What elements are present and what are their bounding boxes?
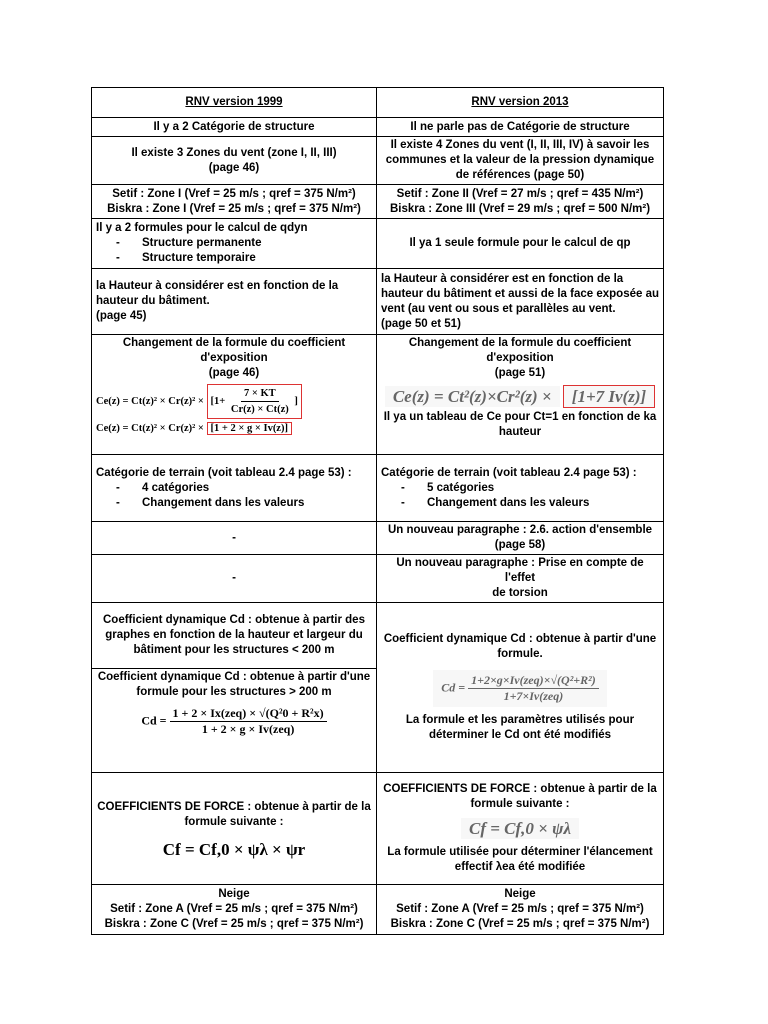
list-item: - Changement dans les valeurs [401, 496, 659, 511]
torsion-2013-line2: de torsion [492, 587, 548, 599]
terrain-2013 [377, 455, 664, 522]
exposition-2013-note: Il ya un tableau de Ce pour Ct=1 en fonction de ka hauteur [383, 411, 657, 438]
neige-2013-setif: Setif : Zone A (Vref = 25 m/s ; qref = 375 N/m²) [396, 903, 644, 915]
cd-2013 [377, 603, 664, 773]
header-rnv-2013: RNV version 2013 [377, 88, 664, 118]
terrain-2013-list [381, 481, 659, 511]
vref-1999-biskra: Biskra : Zone I (Vref = 25 m/s ; qref = 375 N/m²) [107, 202, 361, 215]
hauteur-2013-line2: hauteur du bâtiment et aussi de la face exposée au [381, 287, 660, 300]
hauteur-2013-line4: (page 50 et 51) [381, 317, 461, 330]
ensemble-2013 [377, 522, 664, 555]
row-exposition [92, 335, 664, 455]
neige-1999-setif: Setif : Zone A (Vref = 25 m/s ; qref = 375 N/m²) [110, 903, 358, 915]
row-hauteur [92, 269, 664, 335]
exposition-1999 [92, 335, 377, 455]
vref-2013 [377, 185, 664, 219]
hauteur-1999-line3: (page 45) [96, 310, 147, 322]
hauteur-1999-line2: hauteur du bâtiment. [96, 295, 210, 307]
force-1999-formula: Cf = Cf,0 × ψλ × ψr [162, 840, 306, 859]
terrain-1999 [92, 455, 377, 522]
zones-2013 [377, 137, 664, 185]
cd-2013-note: La formule et les paramètres utilisés pour déterminer le Cd ont été modifiés [405, 714, 635, 741]
formules-1999 [92, 219, 377, 269]
torsion-1999: - [92, 555, 377, 603]
comparison-table [91, 87, 664, 935]
exposition-1999-line2: d'exposition [200, 352, 268, 364]
exposition-1999-formula1-highlight: [1+ $\frac{7 \times KT}{Cr(z) \times Ct(z)}$ ] [207, 384, 302, 419]
zones-2013-line3: de références (page 50) [455, 169, 585, 181]
neige-1999-biskra: Biskra : Zone C (Vref = 25 m/s ; qref = 375 N/m²) [104, 918, 364, 930]
exposition-2013 [377, 335, 664, 455]
formules-1999-list [96, 236, 372, 266]
categorie-2013: Il ne parle pas de Catégorie de structure [377, 118, 664, 137]
neige-1999 [92, 885, 377, 935]
neige-2013 [377, 885, 664, 935]
vref-2013-setif: Setif : Zone II (Vref = 27 m/s ; qref = 435 N/m²) [396, 187, 644, 200]
row-ensemble [92, 522, 664, 555]
exposition-1999-line1: Changement de la formule du coefficient [122, 337, 346, 349]
header-row [92, 88, 664, 118]
ensemble-2013-line2: (page 58) [494, 539, 546, 551]
row-neige [92, 885, 664, 935]
ensemble-1999: - [92, 522, 377, 555]
hauteur-1999-line1: la Hauteur à considérer est en fonction de la [96, 280, 339, 292]
row-categorie [92, 118, 664, 137]
ensemble-2013-line1: Un nouveau paragraphe : 2.6. action d'ensemble [387, 524, 653, 536]
hauteur-2013 [377, 269, 664, 335]
neige-2013-biskra: Biskra : Zone C (Vref = 25 m/s ; qref = 375 N/m²) [390, 918, 650, 930]
list-item: - Structure temporaire [116, 251, 372, 266]
zones-1999-line2: (page 46) [208, 161, 260, 174]
header-rnv-1999: RNV version 1999 [92, 88, 377, 118]
row-force [92, 773, 664, 885]
row-terrain [92, 455, 664, 522]
categorie-1999: Il y a 2 Catégorie de structure [92, 118, 377, 137]
neige-1999-title: Neige [218, 888, 250, 900]
row-formules [92, 219, 664, 269]
exposition-1999-formula2-highlight: [1 + 2 × g × Iv(z)] [207, 422, 292, 435]
cd-1999-graphes: Coefficient dynamique Cd : obtenue à partir des graphes en fonction de la hauteur et largeur du bâtiment pour les structures < 200 m [92, 603, 377, 669]
exposition-1999-formula2: Ce(z) = Ct(z)² × Cr(z)² × [1 + 2 × g × Iv(z)] [96, 421, 372, 436]
zones-2013-line2: communes et la valeur de la pression dynamique [385, 154, 655, 166]
cd-2013-intro: Coefficient dynamique Cd : obtenue à partir d'une formule. [383, 633, 657, 660]
hauteur-1999 [92, 269, 377, 335]
vref-2013-biskra: Biskra : Zone III (Vref = 29 m/s ; qref = 500 N/m²) [389, 202, 651, 215]
terrain-1999-list [96, 481, 372, 511]
list-item: - 5 catégories [401, 481, 659, 496]
hauteur-2013-line3: vent (au vent ou sous et parallèles au vent. [381, 302, 616, 315]
formules-2013: Il ya 1 seule formule pour le calcul de qp [377, 219, 664, 269]
terrain-1999-intro: Catégorie de terrain (voit tableau 2.4 page 53) : [96, 466, 352, 479]
row-vref [92, 185, 664, 219]
row-torsion [92, 555, 664, 603]
vref-1999-setif: Setif : Zone I (Vref = 25 m/s ; qref = 375 N/m²) [112, 187, 356, 200]
list-item: - Changement dans les valeurs [116, 496, 372, 511]
vref-1999 [92, 185, 377, 219]
exposition-2013-line3: (page 51) [494, 367, 546, 379]
exposition-2013-line2: d'exposition [486, 352, 554, 364]
torsion-2013-line1: Un nouveau paragraphe : Prise en compte de l'effet [396, 557, 644, 584]
neige-2013-title: Neige [504, 888, 536, 900]
formules-1999-intro: Il y a 2 formules pour le calcul de qdyn [96, 222, 308, 234]
exposition-2013-line1: Changement de la formule du coefficient [408, 337, 632, 349]
cd-1999-formula: Cd = $\frac{\text{1 + 2 × Ix(zeq) × √(Q²0 + R²x)}}{\text{1 + 2 × g × Iv(zeq)}}$ [96, 706, 372, 737]
zones-2013-line1: Il existe 4 Zones du vent (I, II, III, IV) à savoir les [390, 139, 650, 151]
row-cd-a [92, 603, 664, 669]
force-1999 [92, 773, 377, 885]
row-zones [92, 137, 664, 185]
cd-2013-formula: Cd = $\frac{\text{1+2×g×Iv(zeq)×√(Q²+R²)}}{\text{1+7×Iv(zeq)}}$ [433, 670, 606, 707]
force-2013-note: La formule utilisée pour déterminer l'élancement effectif λea été modifiée [387, 846, 653, 873]
force-2013-formula: Cf = Cf,0 × ψλ [461, 818, 579, 839]
exposition-2013-formula-highlight: [1+7 Iv(z)] [563, 385, 655, 408]
cd-1999-formule [92, 669, 377, 773]
force-2013-text: COEFFICIENTS DE FORCE : obtenue à partir de la formule suivante : [383, 783, 657, 810]
zones-1999 [92, 137, 377, 185]
exposition-1999-line3: (page 46) [208, 367, 260, 379]
list-item: - Structure permanente [116, 236, 372, 251]
zones-1999-line1: Il existe 3 Zones du vent (zone I, II, III) [131, 146, 337, 159]
force-2013 [377, 773, 664, 885]
exposition-2013-formula: Ce(z) = Ct²(z)×Cr²(z) × [1+7 Iv(z)] [381, 385, 659, 408]
list-item: - 4 catégories [116, 481, 372, 496]
force-1999-text: COEFFICIENTS DE FORCE : obtenue à partir de la formule suivante : [97, 801, 371, 828]
terrain-2013-intro: Catégorie de terrain (voit tableau 2.4 page 53) : [381, 466, 637, 479]
hauteur-2013-line1: la Hauteur à considérer est en fonction de la [381, 272, 624, 285]
cd-1999-formule-text: Coefficient dynamique Cd : obtenue à partir d'une formule pour les structures > 200 m [97, 671, 371, 698]
force-2013-formula-wrap [381, 818, 659, 839]
exposition-1999-formula1: Ce(z) = Ct(z)² × Cr(z)² × [1+ $\frac{7 \times KT}{Cr(z) \times Ct(z)}$ ] [96, 384, 372, 419]
torsion-2013 [377, 555, 664, 603]
